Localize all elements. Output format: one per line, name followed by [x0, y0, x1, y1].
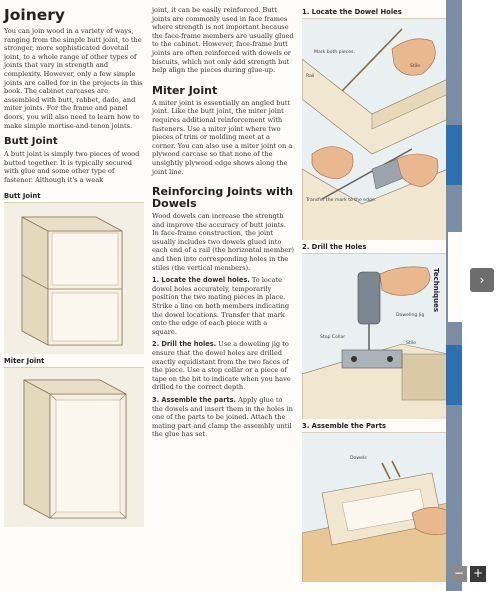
- butt-joint-paragraph: A butt joint is simply two pieces of wood butted together. It is typically secured with glue and some other type of fastener. Although it's a weak: [4, 150, 140, 184]
- reinforcing-paragraph: Wood dowels can increase the strength and improve the accuracy of butt joints. In face-frame construction, the joint usually includes two dowels glued into each end of a rail (the horizontal member) and then into corresponding holes in the stiles (the vertical members).: [152, 212, 294, 272]
- butt-joint-caption: Butt Joint: [4, 191, 41, 200]
- butt-joint-continued: joint, it can be easily reinforced. Butt joints are commonly used in face frames where strength is not important because the face-frame members are usually glued to the cabinet. However, face-frame butt joints are often reinforced with dowels or biscuits, which not only add strength but help align the pieces during glue-up.: [152, 6, 294, 75]
- figure-1-locate-dowel-holes: [302, 18, 448, 240]
- reinforcing-heading: Reinforcing Joints with Dowels: [152, 185, 294, 211]
- label-stile-2: Stile: [406, 341, 417, 346]
- chapter-tab-label: Techniques: [432, 268, 440, 313]
- middle-column: [152, 6, 294, 439]
- miter-joint-cabinet-drawing: [4, 368, 144, 527]
- label-rail: Rail: [306, 74, 315, 79]
- figure-2-drawing: [302, 254, 448, 419]
- sidebar-accent-top: [446, 125, 462, 185]
- label-stile: Stile: [410, 64, 421, 69]
- step-1-title: 1. Locate the dowel holes.: [152, 276, 250, 285]
- miter-joint-heading: Miter Joint: [152, 83, 218, 97]
- next-page-button[interactable]: ›: [470, 268, 494, 292]
- figure-3-caption: 3. Assemble the Parts: [302, 422, 386, 430]
- miter-joint-caption: Miter Joint: [4, 356, 45, 365]
- label-transfer-mark: Transfer the mark to the edge.: [306, 198, 377, 203]
- label-mark-both-pieces: Mark both pieces.: [314, 50, 355, 55]
- label-dowels: Dowels: [350, 456, 367, 461]
- figure-3-assemble-parts: [302, 432, 448, 582]
- figure-1-drawing: [302, 19, 448, 240]
- butt-joint-heading: Butt Joint: [4, 136, 58, 148]
- step-3-title: 3. Assemble the parts.: [152, 395, 237, 404]
- left-column: [4, 6, 144, 530]
- step-1-text: To locate dowel holes accurately, temporarily position the two mating pieces in place. Strike a line on both members indicating the dowel locations. Transfer that mark onto the edge of each piece with a square.: [152, 276, 290, 336]
- figure-2-caption: 2. Drill the Holes: [302, 243, 367, 251]
- zoom-out-button[interactable]: −: [451, 566, 467, 582]
- chapter-tab[interactable]: [448, 232, 462, 322]
- miter-joint-paragraph: A miter joint is essentially an angled butt joint. Like the butt joint, the miter joint requires additional reinforcement with fasteners. Use a miter joint where two pieces of trim or molding meet at a corner. You can also use a miter joint on a plywood carcase so that none of the unsightly plywood edge shows along the joint line.: [152, 98, 293, 176]
- step-3: [152, 396, 294, 439]
- step-1: [152, 276, 294, 336]
- label-stop-collar: Stop Collar: [320, 335, 346, 340]
- butt-joint-figure: [4, 202, 144, 354]
- label-doweling-jig: Doweling Jig: [396, 313, 425, 318]
- figure-3-drawing: [302, 433, 448, 582]
- zoom-in-button[interactable]: +: [470, 566, 486, 582]
- intro-paragraph: You can join wood in a variety of ways, ranging from the simple butt joint, to the stronger, more sophisticated dovetail joint, to a whole range of other types of joints that vary in strength and complexity. However, only a few simple joints are called for in the projects in this book. The cabinet carcases are assembled with butt, rabbet, dado, and miter joints. For the frame and panel doors, you will also need to learn how to make simple mortise-and-tenon joints.: [4, 27, 143, 130]
- miter-joint-figure: [4, 367, 144, 527]
- figure-1-caption: 1. Locate the Dowel Holes: [302, 8, 402, 16]
- step-2-text: Use a doweling jig to ensure that the dowel holes are drilled exactly equidistant from the two faces of the piece. Use a stop collar or a piece of tape on the bit to indicate when you have drilled to the correct depth.: [152, 340, 291, 392]
- page-title: Joinery: [4, 6, 66, 24]
- butt-joint-cabinet-drawing: [4, 203, 144, 354]
- step-2-title: 2. Drill the holes.: [152, 340, 217, 349]
- figure-2-drill-holes: [302, 253, 448, 419]
- sidebar-accent-bottom: [446, 345, 462, 405]
- right-column: [302, 6, 448, 585]
- step-2: [152, 340, 294, 392]
- step-3-text: Apply glue to the dowels and insert them in the holes in one of the parts to be joined. Attach the mating part and clamp the assembly until the glue has set.: [152, 395, 293, 439]
